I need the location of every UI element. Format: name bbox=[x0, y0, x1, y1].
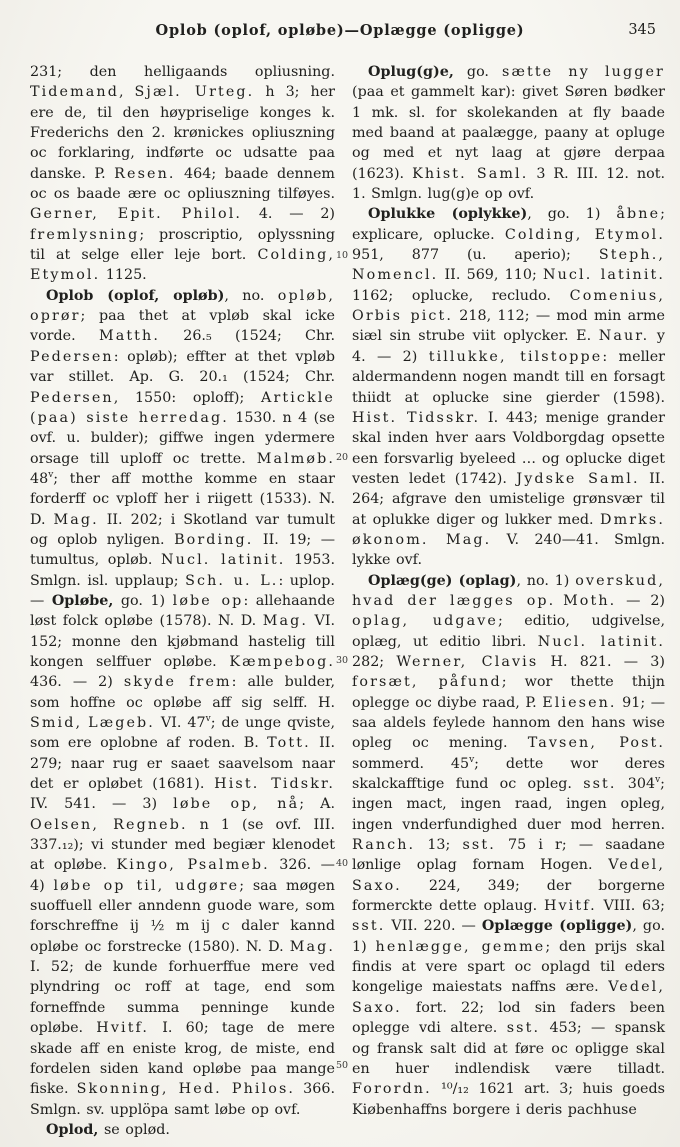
spaced-citation: Oelsen, Regneb. bbox=[30, 816, 188, 833]
spaced-citation: Hist. Tidsskr. bbox=[352, 409, 481, 426]
spaced-citation: fremlysning bbox=[30, 226, 140, 243]
text-run: fort. 22; lod sin faders been oplegge vdi altere. bbox=[352, 999, 665, 1037]
text-run: : alle bulder, som hoffne oc opløbe aff sig selff. H. bbox=[30, 674, 335, 711]
text-run: h 3; her ere de, til den høypriselige konges k. Frederichs den 2. krønickes opliuszning oc forklaring, indførte oc udsatte paa danske. P. bbox=[30, 84, 335, 182]
spaced-citation: Pedersen bbox=[30, 389, 114, 406]
spaced-citation: Comenius, Orbis pict. bbox=[352, 287, 665, 325]
text-run: ; de unge qviste, som ere oplobne af roden. B. bbox=[30, 715, 335, 752]
text-run: 304 bbox=[616, 776, 656, 793]
spaced-citation: Colding, Etymol. bbox=[30, 247, 335, 284]
headword: Oplægge (opligge) bbox=[481, 918, 633, 935]
headword: Oplob (oplof, opløb) bbox=[46, 287, 225, 304]
gutter-line-number: 30 bbox=[336, 655, 349, 666]
text-run: : allehaande løst folck opløbe (1578). N. D. bbox=[30, 592, 335, 630]
text-run: — 2) bbox=[616, 592, 665, 609]
text-run: VI. 152; monne den kjøbmand hastelig till kongen selffuer opløbe. bbox=[30, 613, 336, 670]
spaced-citation: skyde frem bbox=[123, 674, 232, 691]
spaced-citation: Resen. bbox=[114, 165, 176, 182]
text-run: . bbox=[548, 592, 564, 609]
text-run: (paa et gammelt kar): givet Søren bødker 1 mk. sl. for skolekanden at fly baade med baand at paalægge, paany at opluge og med et nyt laag at gjøre derpaa (1623). bbox=[352, 84, 665, 182]
spaced-citation: opløb, oprør bbox=[30, 287, 335, 325]
spaced-citation: sst. bbox=[506, 1020, 541, 1037]
spaced-citation: Kæmpebog. bbox=[229, 653, 335, 670]
spaced-citation: oplag, udgave bbox=[352, 613, 498, 630]
text-run: I. 52; de kunde forhuerffue mere ved plyndring oc roff at tage, end som forneffnde summa penninge kunde opløbe. bbox=[30, 959, 335, 1037]
spaced-citation: Dmrks. økonom. Mag. bbox=[352, 511, 665, 548]
spaced-citation: Khist. Saml. bbox=[412, 165, 529, 182]
spaced-citation: Bording. bbox=[174, 531, 254, 548]
spaced-citation: Malmøb. bbox=[256, 450, 335, 467]
text-run: II. 264; afgrave den umistelige grønsvær til at oplukke diger og lukker med. bbox=[352, 470, 665, 528]
text-run: , no. 1) bbox=[516, 572, 576, 589]
spaced-citation: Werner, Clavis bbox=[396, 653, 539, 670]
text-run: , 1550: oploff); bbox=[113, 389, 262, 406]
right-column bbox=[352, 62, 665, 1140]
spaced-citation: Tott. bbox=[267, 735, 311, 752]
text-run: , go. 1) bbox=[527, 206, 617, 223]
text-run: H. 821. — 3) bbox=[538, 653, 665, 670]
headword: Oplug(g)e, bbox=[368, 64, 454, 80]
spaced-citation: Skonning, Hed. Philos. bbox=[76, 1081, 296, 1098]
spaced-citation: Nucl. latinit. bbox=[161, 552, 286, 569]
entry-paragraph bbox=[352, 571, 665, 1120]
spaced-citation: Moth. bbox=[563, 592, 617, 609]
spaced-citation: sst. bbox=[583, 776, 617, 793]
text-run: 1953. Smlgn. isl. upplaup; bbox=[30, 552, 335, 589]
text-run: go. 1) bbox=[113, 592, 173, 609]
text-run: 464; baade dennem oc os baade ære oc opliuszning tilføyes. bbox=[30, 165, 335, 203]
spaced-citation: Matth. bbox=[98, 328, 160, 345]
text-run: I. 60; tage de mere skade aff en eniste krog, de miste, end fordelen siden kand opløbe paa mange fiske. bbox=[30, 1020, 335, 1098]
text-run: 75 i r; — saadane lønlige oplag fornam Hogen. bbox=[352, 837, 665, 874]
headword: Oplod, bbox=[46, 1121, 99, 1138]
spaced-citation: Gerner, Epit. Philol. bbox=[30, 206, 243, 223]
text-run: ; ingen mact, ingen raad, ingen opleg, ingen vnderfundighed duer mod herren. bbox=[352, 776, 665, 833]
headword: Oplukke (oplykke) bbox=[368, 206, 528, 223]
left-column bbox=[30, 62, 335, 1140]
text-run: 326. — 4) bbox=[30, 857, 335, 894]
text-run: 1162; oplucke, recludo. bbox=[352, 287, 570, 304]
spaced-citation: Tidemand bbox=[30, 84, 119, 101]
text-run: 282; bbox=[352, 653, 397, 670]
text-run: II. 19; — tumultus, opløb. bbox=[30, 531, 336, 569]
text-run: : opløb); effter at thet vpløb var stillet. Ap. G. 20.₁ (1524; Chr. bbox=[30, 348, 335, 386]
spaced-citation: Sjæl. Urteg. bbox=[134, 84, 255, 101]
text-run: ; A. bbox=[299, 796, 335, 813]
gutter-line-number: 40 bbox=[336, 858, 349, 869]
spaced-citation: løbe op til, udgøre bbox=[53, 877, 240, 894]
text-run: 436. — 2) bbox=[30, 674, 124, 691]
spaced-citation: forsæt, påfund bbox=[352, 674, 502, 691]
text-run: 1125. bbox=[100, 267, 147, 284]
superscript-mark: v bbox=[655, 775, 661, 786]
spaced-citation: Artickle (paa) siste herredag. bbox=[30, 389, 335, 426]
text-run: ; saa møgen suoffuell eller anndenn guode ware, som forschreffne ij ½ m ij c daler kannd opløbe oc forstrecke (1580). N. D. bbox=[30, 877, 335, 955]
text-run: 4. — 2) bbox=[242, 206, 336, 223]
gutter-line-number: 50 bbox=[336, 1060, 349, 1071]
spaced-citation: Sch. u. L. bbox=[185, 572, 279, 589]
gutter-line-number: 10 bbox=[336, 250, 349, 261]
text-run: : meller aldermandenn nogen mandt till en forsagt thiidt at oplucke sine gierder (1598). bbox=[352, 348, 666, 406]
entry-paragraph bbox=[30, 286, 335, 1120]
spaced-citation: sst. bbox=[352, 918, 386, 935]
text-run: VIII. 63; bbox=[596, 898, 665, 915]
entry-paragraph bbox=[30, 1120, 335, 1140]
spaced-citation: henlægge, gemme bbox=[375, 938, 546, 955]
spaced-citation: Ranch. bbox=[352, 837, 416, 854]
text-run: VII. 220. — bbox=[385, 918, 482, 935]
text-run: ; den prijs skal findis at vere spart oc oplagd til eders kongelige maiestats naffns ære. bbox=[352, 938, 665, 996]
spaced-citation: Jydske Saml. bbox=[516, 470, 640, 487]
text-run: II. 202; i Skotland var tumult og oplob nyligen. bbox=[30, 511, 335, 548]
entry-paragraph bbox=[352, 204, 665, 570]
spaced-citation: åbne bbox=[616, 206, 661, 223]
spaced-citation: Forordn. bbox=[352, 1081, 432, 1098]
spaced-citation: Nucl. latinit. bbox=[537, 633, 665, 650]
text-run: ; wor thette thijn oplegge oc diybe raad, P. bbox=[352, 674, 665, 711]
text-run: go. bbox=[453, 64, 503, 80]
spaced-citation: sst. bbox=[462, 837, 496, 854]
text-run: 48 bbox=[30, 470, 49, 487]
text-run: 231; den helligaands opliusning. bbox=[30, 64, 335, 80]
text-run: 951, 877 (u. aperio); bbox=[352, 247, 599, 264]
text-run: 366. Smlgn. sv. upplöpa samt løbe op ovf. bbox=[30, 1081, 335, 1118]
headword: Oplæg(ge) (oplag) bbox=[368, 572, 517, 589]
text-run: : uplop. — bbox=[30, 572, 335, 609]
text-run: 224, 349; der borgerne formerckte dette oplaug. bbox=[352, 877, 665, 915]
entry-paragraph bbox=[352, 62, 665, 204]
text-run: ; dette wor deres skalckafftige fund oc opleg. bbox=[352, 755, 665, 793]
entry-paragraph bbox=[30, 62, 335, 286]
spaced-citation: Eliesen. bbox=[542, 694, 617, 711]
spaced-citation: Smid, bbox=[30, 715, 83, 731]
text-run: VI. 47 bbox=[154, 715, 206, 731]
text-run: , no. bbox=[224, 287, 278, 304]
superscript-mark: v bbox=[205, 714, 211, 725]
spaced-citation: sætte ny lugger bbox=[502, 64, 665, 80]
text-run: y 4. — 2) bbox=[352, 328, 666, 365]
superscript-mark: v bbox=[48, 470, 54, 481]
text-run: ; explicare, oplucke. bbox=[352, 206, 665, 243]
text-run: 91; — saa aldels feylede hannom den hans wise opleg oc mening. bbox=[352, 694, 665, 752]
spaced-citation: Steph., Nomencl. bbox=[352, 247, 665, 284]
spaced-citation: tillukke, tilstoppe bbox=[428, 348, 603, 365]
text-run: ; ther aff motthe komme en staar forderff oc vploff her i riigett (1533). N. D. bbox=[30, 470, 335, 528]
text-run: ; proscriptio, oplyssning til at selge eller leje bort. bbox=[30, 226, 335, 264]
spaced-citation: Hist. Tidskr. bbox=[214, 776, 335, 793]
spaced-citation: løbe op, nå bbox=[173, 796, 300, 813]
running-head: Oplob (oplof, opløbe)—Oplægge (opligge) bbox=[155, 22, 525, 39]
text-run: ¹⁰/₁₂ 1621 art. 3; huis goeds Kiøbenhaffns borgere i deris pachhuse bbox=[352, 1081, 665, 1118]
spaced-citation: Mag. bbox=[262, 613, 308, 630]
text-run: ; paa thet at vpløb skal icke vorde. bbox=[30, 308, 335, 345]
spaced-citation: løbe op bbox=[172, 592, 244, 609]
page-number: 345 bbox=[628, 22, 656, 38]
text-run: , bbox=[118, 84, 135, 101]
gutter-line-number: 20 bbox=[336, 452, 349, 463]
text-run: ; editio, udgivelse, oplæg, ut editio libri. bbox=[352, 613, 665, 650]
spaced-citation: Vedel, Saxo. bbox=[352, 979, 665, 1016]
spaced-citation: Naur. bbox=[598, 328, 650, 345]
spaced-citation: Pedersen bbox=[30, 348, 114, 365]
spaced-citation: Mag. bbox=[289, 938, 335, 955]
spaced-citation: Mag. bbox=[53, 511, 99, 528]
text-run: 13; bbox=[415, 837, 463, 854]
text-run: 218, 112; — mod min arme siæl sin strube viit oplycker. E. bbox=[352, 308, 665, 345]
spaced-citation: overskud, hvad der lægges op bbox=[352, 572, 665, 609]
spaced-citation: Nucl. latinit. bbox=[543, 267, 665, 284]
spaced-citation: Vedel, Saxo. bbox=[352, 857, 665, 894]
spaced-citation: Tavsen, Post. bbox=[527, 735, 665, 752]
text-run: IV. 541. — 3) bbox=[30, 796, 174, 813]
spaced-citation: Kingo, Psalmeb. bbox=[116, 857, 270, 874]
text-run: II. 279; naar rug er saaet saavelsom naar det er opløbet (1681). bbox=[30, 735, 335, 793]
text-columns bbox=[30, 62, 665, 1140]
text-run: V. 240—41. Smlgn. lykke ovf. bbox=[352, 531, 665, 569]
text-run: I. 443; menige grander skal inden hver aars Voldborgdag opsette een forsvarlig byeleed … og oplucke diget vesten ledet (1742). bbox=[352, 409, 665, 487]
spaced-citation: Hvitf. bbox=[96, 1020, 150, 1037]
spaced-citation: Lægeb. bbox=[88, 715, 155, 731]
text-run: II. 569, 110; bbox=[438, 267, 544, 284]
text-run: 1530. n 4 (se ovf. u. bulder); giffwe ingen ydermere orsage till uploff oc trette. bbox=[30, 409, 335, 467]
text-run: 3 R. III. 12. not. 1. Smlgn. lug(g)e op ovf. bbox=[352, 165, 665, 203]
spaced-citation: Colding, Etymol. bbox=[504, 226, 665, 243]
text-run: sommerd. 45 bbox=[352, 755, 470, 772]
text-run: n 1 (se ovf. III. 337.₁₂); vi stunder med begiær klenodet at opløbe. bbox=[30, 816, 335, 874]
superscript-mark: v bbox=[469, 754, 475, 765]
headword: Opløbe, bbox=[51, 592, 114, 609]
text-run: 26.₅ (1524; Chr. bbox=[159, 328, 335, 345]
text-run: , go. 1) bbox=[352, 918, 665, 955]
spaced-citation: Hvitf. bbox=[543, 898, 597, 915]
text-run: 453; — spansk og fransk salt did at føre oc opligge skal en huer indlendisk være tilladt. bbox=[352, 1020, 665, 1077]
page-header bbox=[0, 22, 680, 44]
text-run: se oplød. bbox=[98, 1121, 170, 1138]
